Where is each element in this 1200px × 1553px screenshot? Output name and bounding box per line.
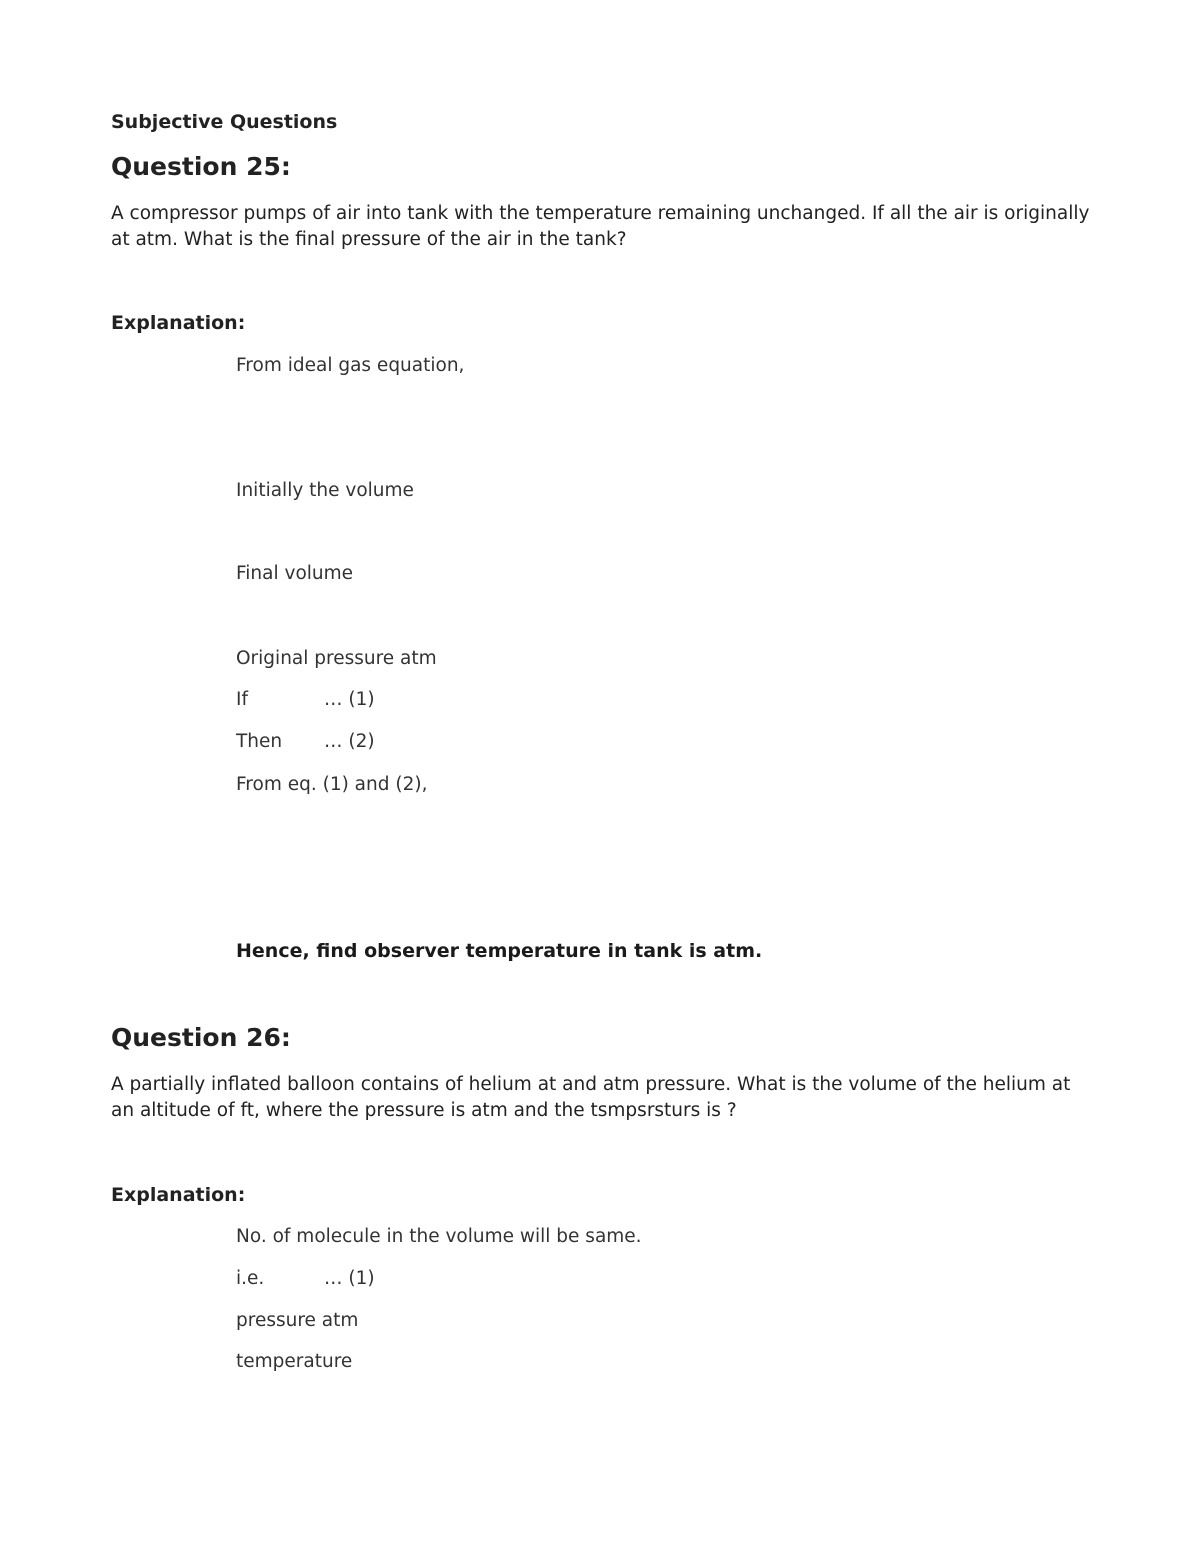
question-26-title: Question 26: — [111, 1023, 291, 1052]
q26-step-ie: i.e. — [236, 1268, 265, 1289]
q25-step-then: Then — [236, 731, 283, 752]
question-25-title: Question 25: — [111, 152, 291, 181]
q25-step-from-eq: From eq. (1) and (2), — [236, 774, 428, 795]
question-25-text: A compressor pumps of air into tank with the temperature remaining unchanged. If all the air is originally at atm. What is the final pressure of the air in the tank? — [111, 203, 1090, 250]
q25-step-original-pressure: Original pressure atm — [236, 648, 437, 669]
question-26-text: A partially inflated balloon contains of helium at and atm pressure. What is the volume of the helium at an altitude of ft, where the pressure is atm and the tsmpsrsturs is ? — [111, 1074, 1071, 1121]
q25-conclusion: Hence, find observer temperature in tank is atm. — [236, 940, 763, 962]
q25-step-final-volume: Final volume — [236, 563, 354, 584]
section-label: Subjective Questions — [111, 111, 338, 133]
q25-step-initial-volume: Initially the volume — [236, 480, 414, 501]
question-26-explanation-label: Explanation: — [111, 1184, 246, 1206]
question-25-explanation-label: Explanation: — [111, 312, 246, 334]
q25-equation-ref-2: … (2) — [324, 731, 375, 752]
q26-step-pressure: pressure atm — [236, 1310, 359, 1331]
q25-equation-ref-1: … (1) — [324, 689, 375, 710]
q26-step-temperature: temperature — [236, 1351, 353, 1372]
q25-step-if: If — [236, 689, 248, 710]
q26-step-molecules: No. of molecule in the volume will be same. — [236, 1226, 642, 1247]
q25-step-ideal-gas: From ideal gas equation, — [236, 355, 465, 376]
q26-equation-ref-1: … (1) — [324, 1268, 375, 1289]
